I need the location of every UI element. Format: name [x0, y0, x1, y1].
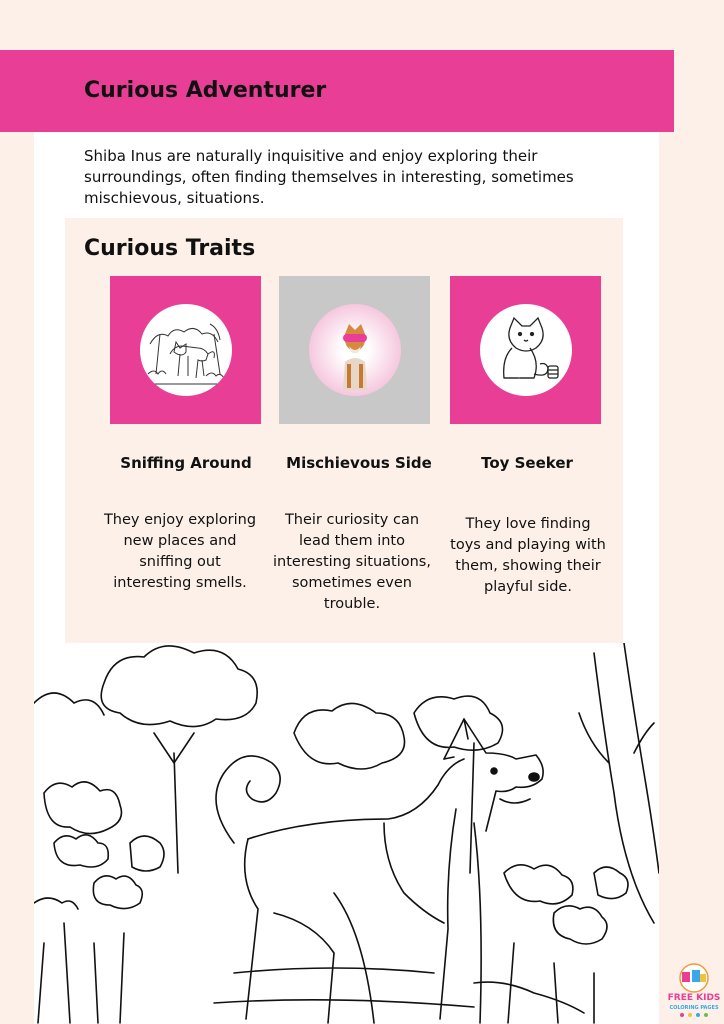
card-image-mischievous: [279, 276, 430, 424]
card-text-mischievous: Their curiosity can lead them into interesting situations, sometimes even trouble.: [273, 512, 431, 612]
card-text-toy: They love finding toys and playing with them, showing their playful side.: [450, 516, 606, 595]
dog-mask-photo: [309, 304, 401, 396]
dog-toy-illustration: [480, 304, 572, 396]
page-title: Curious Adventurer: [84, 78, 327, 103]
traits-heading: Curious Traits: [84, 236, 256, 261]
card-title-mischievous: Mischievous Side: [286, 454, 432, 472]
logo-line2: COLORING PAGES: [669, 1005, 719, 1011]
card-text-sniffing: They enjoy exploring new places and sniffing out interesting smells.: [103, 512, 257, 591]
coloring-scene-illustration: [34, 643, 659, 1024]
card-title-sniffing: Sniffing Around: [120, 454, 252, 472]
dog-garden-illustration: [140, 304, 232, 396]
card-image-sniffing: [110, 276, 261, 424]
card-title-toy: Toy Seeker: [481, 454, 573, 472]
card-image-toy: [450, 276, 601, 424]
intro-paragraph: Shiba Inus are naturally inquisitive and enjoy exploring their surroundings, often finding themselves in interesting, sometimes mischievous, situations.: [84, 147, 574, 207]
free-kids-logo[interactable]: [668, 962, 720, 1018]
logo-line1: FREE KIDS: [668, 993, 720, 1003]
